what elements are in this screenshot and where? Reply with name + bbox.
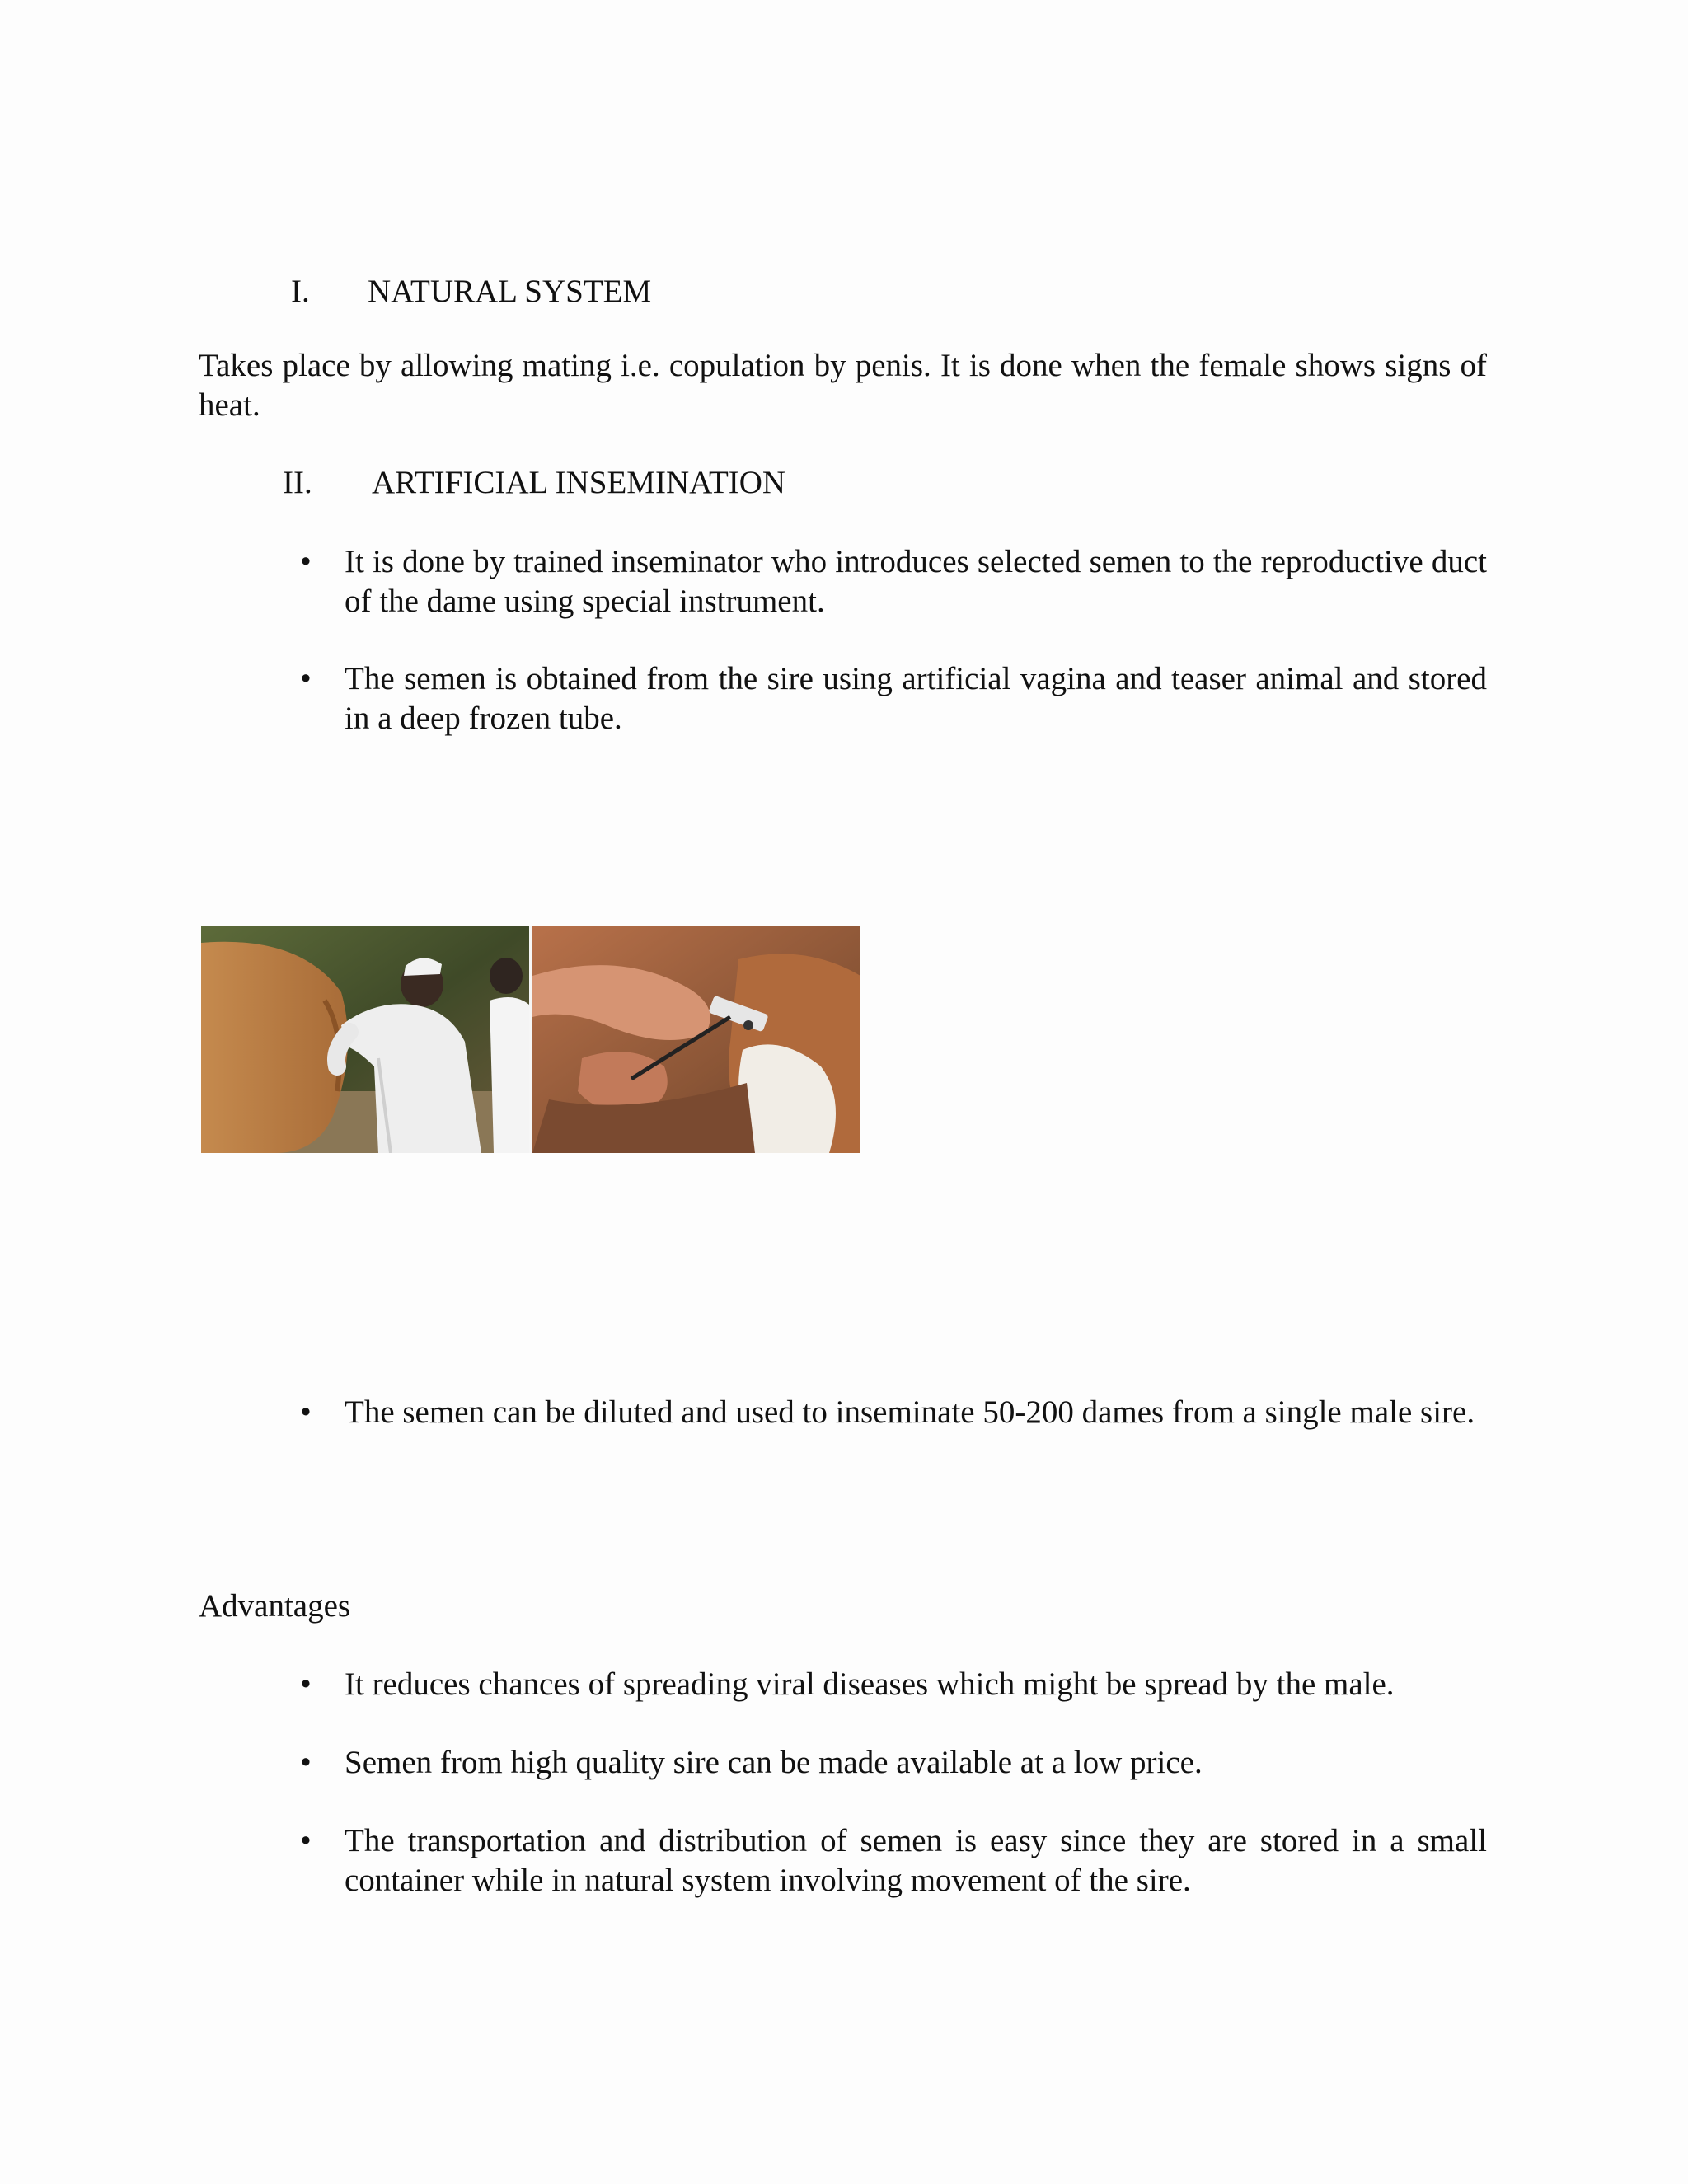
bullet-icon: • [300, 1666, 312, 1702]
photo-insemination-closeup [532, 926, 860, 1153]
heading-natural-system [291, 272, 651, 312]
advantages-heading: Advantages [199, 1588, 351, 1624]
bullet-icon: • [300, 1394, 312, 1430]
list-item-text: The semen is obtained from the sire using artificial vagina and teaser animal and stored in a deep frozen tube. [345, 661, 1487, 736]
heading-title: ARTIFICIAL INSEMINATION [372, 465, 786, 500]
list-item [300, 1821, 1487, 1900]
list-item [300, 542, 1487, 621]
heading-artificial-insemination [283, 463, 785, 503]
natural-system-description: Takes place by allowing mating i.e. copulation by penis. It is done when the female shows signs of heat. [199, 348, 1487, 423]
list-item-text: The semen can be diluted and used to inseminate 50-200 dames from a single male sire. [345, 1394, 1475, 1430]
list-item [300, 1665, 1487, 1704]
list-item-text: It is done by trained inseminator who introduces selected semen to the reproductive duct of the dame using special instrument. [345, 544, 1487, 619]
list-item-text: Semen from high quality sire can be made available at a low price. [345, 1745, 1203, 1780]
insemination-photos [201, 926, 860, 1153]
heading-numeral: II. [283, 465, 312, 500]
photo-inseminator-with-cow [201, 926, 529, 1153]
heading-title: NATURAL SYSTEM [368, 274, 652, 309]
bullet-icon: • [300, 1823, 312, 1858]
heading-numeral: I. [291, 274, 310, 309]
list-item [300, 1393, 1487, 1432]
list-item-text: The transportation and distribution of semen is easy since they are stored in a small container while in natural system involving movement of the sire. [345, 1823, 1487, 1898]
list-item [300, 1743, 1487, 1783]
bullet-icon: • [300, 1745, 312, 1780]
bullet-icon: • [300, 544, 312, 579]
bullet-icon: • [300, 661, 312, 696]
list-item [300, 659, 1487, 738]
list-item-text: It reduces chances of spreading viral diseases which might be spread by the male. [345, 1666, 1395, 1702]
